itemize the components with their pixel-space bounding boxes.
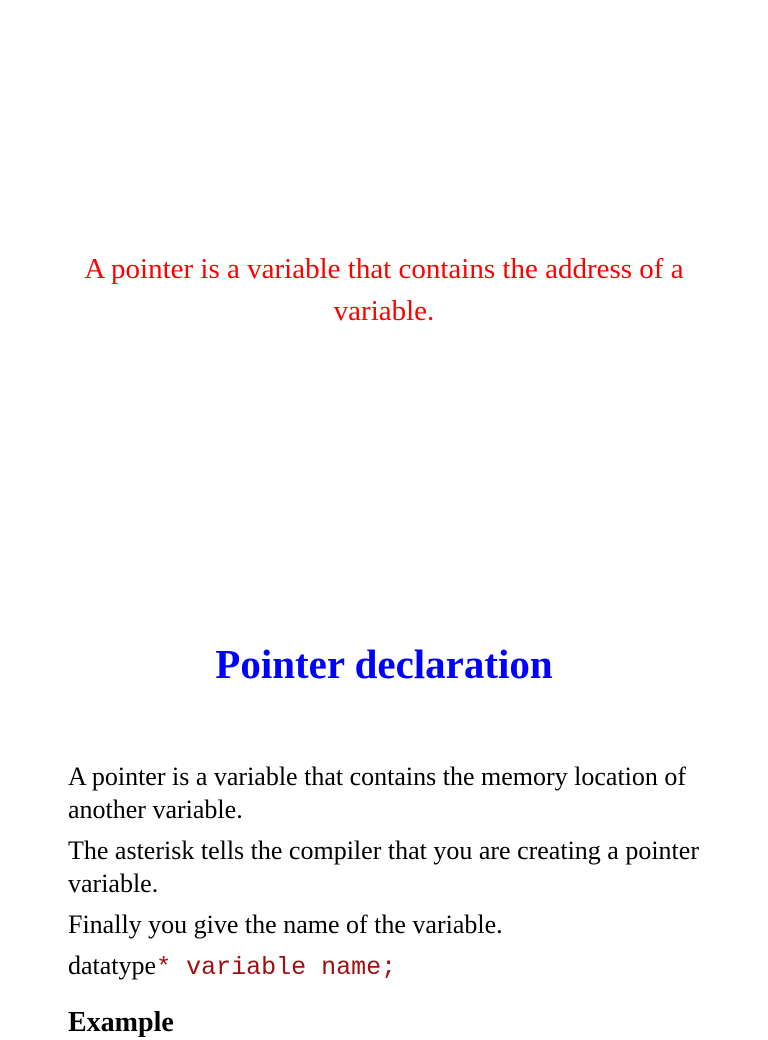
syntax-line [68,949,708,984]
paragraph-variable-name: Finally you give the name of the variable. [68,910,503,939]
paragraph-memory-location: A pointer is a variable that contains the memory location of another variable. [68,762,687,824]
syntax-code: * variable name; [156,953,397,982]
section-title: Pointer declaration [215,641,553,687]
pointer-definition: A pointer is a variable that contains the address of a variable. [84,253,684,327]
section-body [68,760,708,984]
example-heading: Example [68,1007,174,1038]
syntax-datatype: datatype [68,951,157,980]
paragraph-asterisk: The asterisk tells the compiler that you are creating a pointer variable. [68,836,699,898]
